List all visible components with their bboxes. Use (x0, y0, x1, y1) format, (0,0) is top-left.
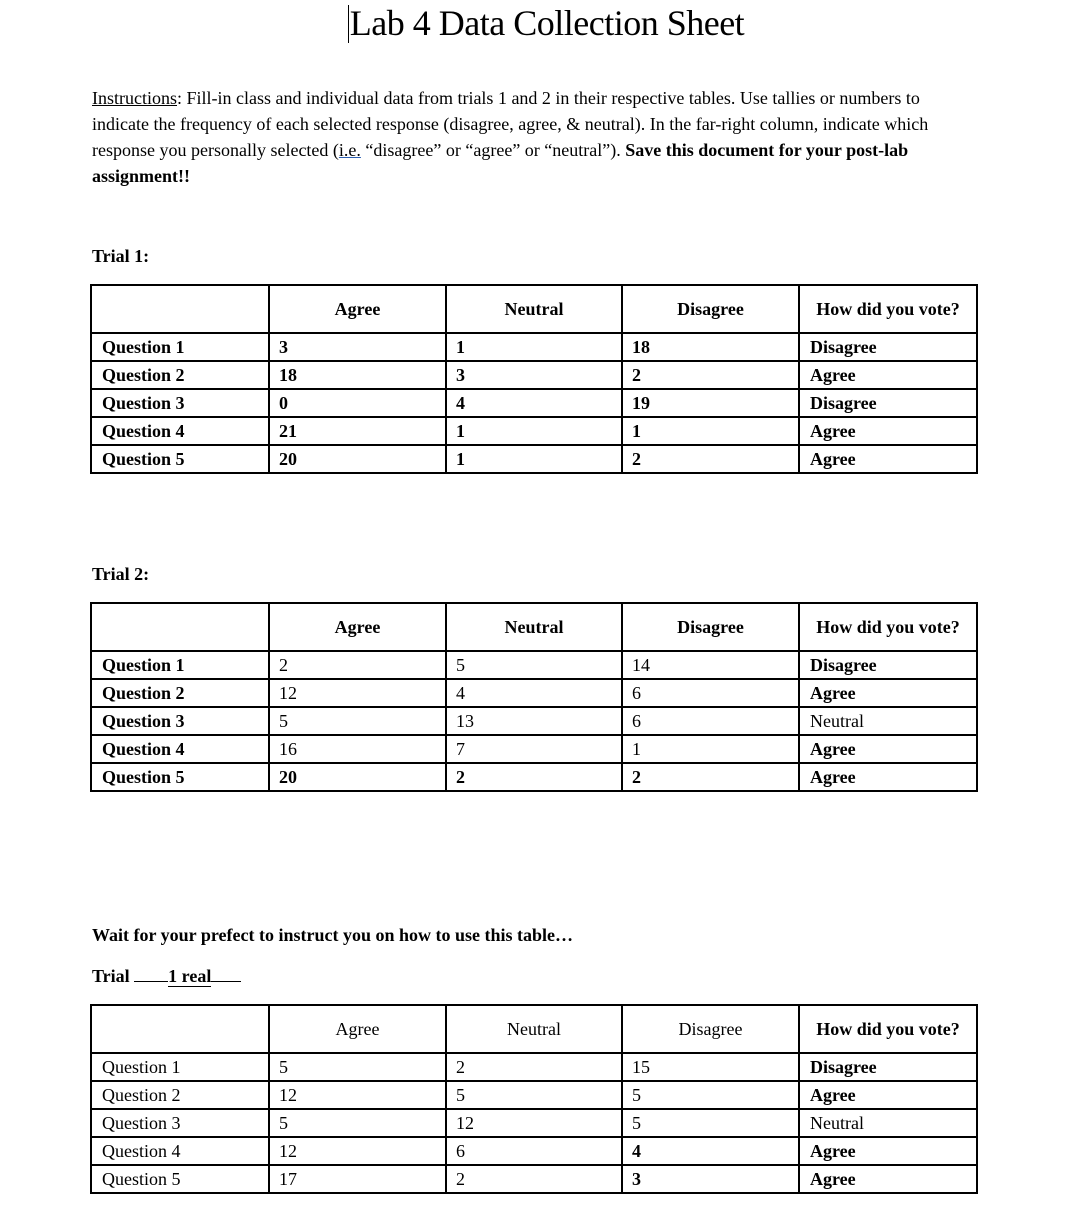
text-cursor (348, 5, 349, 43)
question-cell: Question 3 (91, 1109, 269, 1137)
neutral-cell: 7 (446, 735, 622, 763)
disagree-cell: 18 (622, 333, 799, 361)
table-header-row (91, 285, 977, 333)
table-row (91, 707, 977, 735)
question-cell: Question 2 (91, 679, 269, 707)
table-row (91, 417, 977, 445)
agree-cell: 2 (269, 651, 446, 679)
disagree-cell: 2 (622, 445, 799, 473)
table-row (91, 679, 977, 707)
vote-cell: Agree (799, 361, 977, 389)
instructions-paragraph (92, 85, 972, 189)
disagree-cell: 14 (622, 651, 799, 679)
trial-3-label-value: 1 real (168, 966, 212, 986)
trial-2-table (90, 602, 978, 792)
vote-cell: Agree (799, 1081, 977, 1109)
header-neutral: Neutral (446, 285, 622, 333)
agree-cell: 3 (269, 333, 446, 361)
page-title: Lab 4 Data Collection Sheet (349, 3, 745, 43)
question-cell: Question 3 (91, 389, 269, 417)
question-cell: Question 4 (91, 417, 269, 445)
agree-cell: 5 (269, 707, 446, 735)
neutral-cell: 1 (446, 333, 622, 361)
neutral-cell: 5 (446, 1081, 622, 1109)
vote-cell: Agree (799, 1137, 977, 1165)
disagree-cell: 5 (622, 1109, 799, 1137)
header-agree: Agree (269, 603, 446, 651)
table-row (91, 333, 977, 361)
neutral-cell: 2 (446, 1165, 622, 1193)
header-vote: How did you vote? (799, 285, 977, 333)
agree-cell: 20 (269, 763, 446, 791)
table-header-row (91, 603, 977, 651)
instructions-text-2: “disagree” or “agree” or “neutral”). (360, 140, 626, 160)
header-disagree: Disagree (622, 285, 799, 333)
question-cell: Question 1 (91, 651, 269, 679)
disagree-cell: 1 (622, 417, 799, 445)
instructions-label: Instructions (92, 88, 177, 108)
instructions-text-1: : Fill-in class and individual data from trials 1 and 2 in their respective tables. Use tallies or numbers to indicate the frequency of each selected response (disagree, agree, & neutral). In the far-right column, indicate which response you personally selected ( (92, 88, 929, 160)
neutral-cell: 13 (446, 707, 622, 735)
table-row (91, 1053, 977, 1081)
question-cell: Question 4 (91, 1137, 269, 1165)
neutral-cell: 5 (446, 651, 622, 679)
agree-cell: 16 (269, 735, 446, 763)
agree-cell: 5 (269, 1109, 446, 1137)
vote-cell: Agree (799, 417, 977, 445)
agree-cell: 21 (269, 417, 446, 445)
disagree-cell: 19 (622, 389, 799, 417)
question-cell: Question 3 (91, 707, 269, 735)
vote-cell: Disagree (799, 389, 977, 417)
header-neutral: Neutral (446, 603, 622, 651)
vote-cell: Disagree (799, 651, 977, 679)
header-vote: How did you vote? (799, 603, 977, 651)
agree-cell: 0 (269, 389, 446, 417)
header-disagree: Disagree (622, 603, 799, 651)
table-row (91, 361, 977, 389)
vote-cell: Agree (799, 445, 977, 473)
question-cell: Question 2 (91, 1081, 269, 1109)
blank-line (211, 965, 241, 982)
trial-3-label (92, 965, 241, 987)
question-cell: Question 5 (91, 1165, 269, 1193)
trial-3-label-prefix: Trial (92, 966, 135, 986)
disagree-cell: 6 (622, 707, 799, 735)
disagree-cell: 1 (622, 735, 799, 763)
neutral-cell: 4 (446, 679, 622, 707)
agree-cell: 18 (269, 361, 446, 389)
vote-cell: Disagree (799, 333, 977, 361)
neutral-cell: 12 (446, 1109, 622, 1137)
header-disagree: Disagree (622, 1005, 799, 1053)
vote-cell: Neutral (799, 1109, 977, 1137)
question-cell: Question 4 (91, 735, 269, 763)
header-blank (91, 603, 269, 651)
disagree-cell: 5 (622, 1081, 799, 1109)
disagree-cell: 6 (622, 679, 799, 707)
agree-cell: 12 (269, 1081, 446, 1109)
header-blank (91, 285, 269, 333)
table-row (91, 445, 977, 473)
trial-2-label: Trial 2: (92, 564, 150, 584)
disagree-cell: 2 (622, 763, 799, 791)
trial-3-table (90, 1004, 978, 1194)
neutral-cell: 2 (446, 763, 622, 791)
neutral-cell: 1 (446, 417, 622, 445)
instructions-save-note: Save this document for your post-lab assignment!! (92, 140, 909, 186)
vote-cell: Neutral (799, 707, 977, 735)
neutral-cell: 6 (446, 1137, 622, 1165)
agree-cell: 5 (269, 1053, 446, 1081)
header-neutral: Neutral (446, 1005, 622, 1053)
question-cell: Question 2 (91, 361, 269, 389)
vote-cell: Agree (799, 679, 977, 707)
table-row (91, 1165, 977, 1193)
header-vote: How did you vote? (799, 1005, 977, 1053)
neutral-cell: 4 (446, 389, 622, 417)
question-cell: Question 1 (91, 1053, 269, 1081)
table-row (91, 1137, 977, 1165)
table-row (91, 389, 977, 417)
vote-cell: Agree (799, 763, 977, 791)
neutral-cell: 2 (446, 1053, 622, 1081)
vote-cell: Disagree (799, 1053, 977, 1081)
table-row (91, 651, 977, 679)
header-agree: Agree (269, 1005, 446, 1053)
disagree-cell: 4 (622, 1137, 799, 1165)
instructions-ie: i.e. (338, 140, 361, 160)
header-agree: Agree (269, 285, 446, 333)
agree-cell: 12 (269, 679, 446, 707)
header-blank (91, 1005, 269, 1053)
vote-cell: Agree (799, 735, 977, 763)
table-row (91, 763, 977, 791)
trial-1-table (90, 284, 978, 474)
table-row (91, 735, 977, 763)
agree-cell: 20 (269, 445, 446, 473)
disagree-cell: 15 (622, 1053, 799, 1081)
disagree-cell: 2 (622, 361, 799, 389)
question-cell: Question 1 (91, 333, 269, 361)
trial-1-label: Trial 1: (92, 246, 150, 266)
agree-cell: 12 (269, 1137, 446, 1165)
table-row (91, 1081, 977, 1109)
agree-cell: 17 (269, 1165, 446, 1193)
table-row (91, 1109, 977, 1137)
question-cell: Question 5 (91, 763, 269, 791)
neutral-cell: 1 (446, 445, 622, 473)
blank-line (134, 965, 168, 982)
question-cell: Question 5 (91, 445, 269, 473)
vote-cell: Agree (799, 1165, 977, 1193)
table-header-row (91, 1005, 977, 1053)
disagree-cell: 3 (622, 1165, 799, 1193)
neutral-cell: 3 (446, 361, 622, 389)
wait-instruction: Wait for your prefect to instruct you on how to use this table… (92, 925, 573, 945)
